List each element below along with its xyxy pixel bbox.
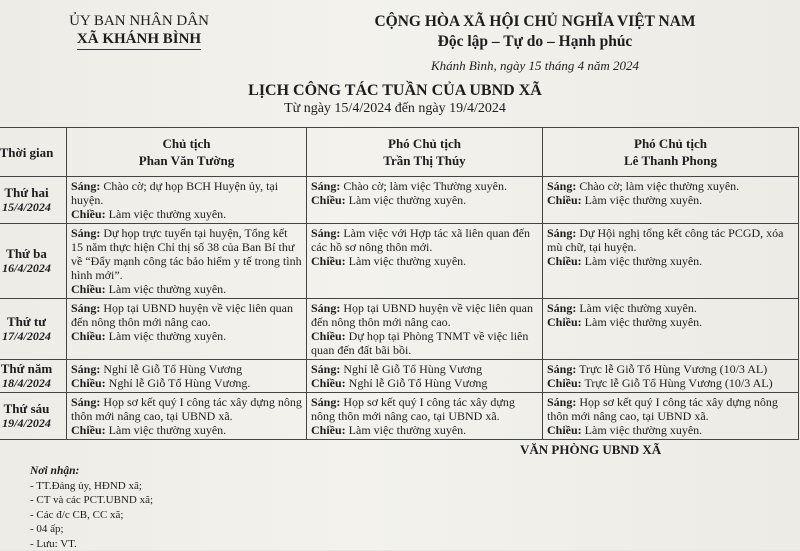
schedule-cell xyxy=(67,393,307,440)
session-label: Chiều: xyxy=(311,193,346,207)
table-row xyxy=(0,224,799,299)
session-label: Chiều: xyxy=(311,376,346,390)
recipient-item: - TT.Đảng ủy, HĐND xã; xyxy=(30,479,153,494)
schedule-cell xyxy=(307,299,543,360)
session-text: Chào cờ; dự họp BCH Huyện ủy, tại huyện. xyxy=(71,179,278,207)
afternoon-entry xyxy=(547,315,794,329)
session-label: Sáng: xyxy=(71,301,100,315)
schedule-cell xyxy=(67,299,307,360)
session-label: Sáng: xyxy=(311,301,340,315)
session-text: Làm việc thường xuyên. xyxy=(582,423,703,437)
table-row xyxy=(0,393,799,440)
schedule-cell xyxy=(543,177,799,224)
morning-entry xyxy=(311,179,538,193)
day-date: 19/4/2024 xyxy=(0,416,62,430)
table-row xyxy=(0,177,799,224)
afternoon-entry xyxy=(311,329,538,357)
session-text: Trực lễ Giỗ Tổ Hùng Vương (10/3 AL) xyxy=(576,362,767,376)
schedule-cell xyxy=(307,393,543,440)
session-text: Chào cờ; làm việc Thường xuyên. xyxy=(340,179,507,193)
morning-entry xyxy=(547,362,794,376)
session-label: Sáng: xyxy=(547,395,576,409)
col-person: Lê Thanh Phong xyxy=(547,152,794,169)
session-text: Họp sơ kết quý I công tác xây dựng nông thôn mới nâng cao, tại UBND xã. xyxy=(547,395,778,423)
session-text: Dự họp tại Phòng TNMT về việc liên quan đến đất bãi bồi. xyxy=(311,329,528,357)
morning-entry xyxy=(311,362,538,376)
day-name: Thứ hai xyxy=(0,186,62,200)
session-text: Làm việc với Hợp tác xã liên quan đến các hồ sơ nông thôn mới. xyxy=(311,226,530,254)
recipients-block xyxy=(30,464,153,551)
day-date: 16/4/2024 xyxy=(0,261,62,275)
day-name: Thứ tư xyxy=(0,315,62,329)
schedule-cell xyxy=(543,299,799,360)
session-label: Sáng: xyxy=(311,395,340,409)
session-text: Làm việc thường xuyên. xyxy=(106,207,227,221)
morning-entry xyxy=(71,179,302,207)
morning-entry xyxy=(311,226,538,254)
recipients-heading: Nơi nhận: xyxy=(30,464,153,479)
session-label: Sáng: xyxy=(71,395,100,409)
session-label: Sáng: xyxy=(547,362,576,376)
session-label: Chiều: xyxy=(547,376,582,390)
day-date: 15/4/2024 xyxy=(0,200,62,214)
morning-entry xyxy=(311,395,538,423)
col-role: Phó Chủ tịch xyxy=(547,135,794,152)
session-text: Làm việc thường xuyên. xyxy=(346,423,467,437)
morning-entry xyxy=(71,395,302,423)
morning-entry xyxy=(71,226,302,282)
schedule-cell xyxy=(307,360,543,393)
authority-name: ỦY BAN NHÂN DÂN xyxy=(44,12,234,30)
schedule-cell xyxy=(543,224,799,299)
table-row xyxy=(0,299,799,360)
schedule-cell xyxy=(67,360,307,393)
session-label: Sáng: xyxy=(71,179,100,193)
day-name: Thứ ba xyxy=(0,247,62,261)
recipient-item: - Lưu: VT. xyxy=(30,537,153,551)
recipient-item: - 04 ấp; xyxy=(30,522,153,537)
recipient-item: - CT và các PCT.UBND xã; xyxy=(30,493,153,508)
morning-entry xyxy=(547,395,794,423)
session-label: Chiều: xyxy=(547,315,582,329)
schedule-cell xyxy=(307,177,543,224)
col-header-vice-chair-1 xyxy=(307,128,543,177)
session-text: Dự họp trực tuyến tại huyện, Tổng kết 15 năm thực hiện Chỉ thị số 38 của Ban Bí thư về “Đẩy mạnh công tác bảo hiểm y tế trong tình hình mới”. xyxy=(71,226,302,282)
col-role: Phó Chủ tịch xyxy=(311,135,538,152)
session-text: Làm việc thường xuyên. xyxy=(346,254,467,268)
session-label: Sáng: xyxy=(311,362,340,376)
issue-date: Khánh Bình, ngày 15 tháng 4 năm 2024 xyxy=(360,56,710,76)
morning-entry xyxy=(71,362,302,376)
morning-entry xyxy=(547,226,794,254)
session-text: Họp tại UBND huyện về việc liên quan đến nông thôn mới nâng cao. xyxy=(71,301,293,329)
session-text: Làm việc thường xuyên. xyxy=(576,301,697,315)
document-title: LỊCH CÔNG TÁC TUẦN CỦA UBND XÃ xyxy=(200,82,590,100)
session-text: Nghỉ lễ Giỗ Tổ Hùng Vương xyxy=(340,362,482,376)
day-name: Thứ sáu xyxy=(0,402,62,416)
table-row xyxy=(0,360,799,393)
day-date: 17/4/2024 xyxy=(0,329,62,343)
session-label: Sáng: xyxy=(547,226,576,240)
recipient-item: - Các đ/c CB, CC xã; xyxy=(30,508,153,523)
afternoon-entry xyxy=(71,207,302,221)
session-label: Chiều: xyxy=(547,254,582,268)
session-label: Chiều: xyxy=(71,376,106,390)
session-label: Chiều: xyxy=(547,193,582,207)
session-text: Làm việc thường xuyên. xyxy=(106,282,227,296)
afternoon-entry xyxy=(547,254,794,268)
schedule-cell xyxy=(543,360,799,393)
session-label: Sáng: xyxy=(311,179,340,193)
afternoon-entry xyxy=(311,376,538,390)
session-label: Sáng: xyxy=(71,226,100,240)
session-text: Họp sơ kết quý I công tác xây dựng nông thôn mới nâng cao, tại UBND xã. xyxy=(311,395,515,423)
document-subtitle: Từ ngày 15/4/2024 đến ngày 19/4/2024 xyxy=(200,101,590,117)
session-text: Nghỉ lễ Giỗ Tổ Hùng Vương. xyxy=(106,376,251,390)
session-text: Họp tại UBND huyện về việc liên quan đến nông thôn mới nâng cao. xyxy=(311,301,533,329)
afternoon-entry xyxy=(71,329,302,343)
afternoon-entry xyxy=(71,282,302,296)
col-person: Trần Thị Thúy xyxy=(311,152,538,169)
session-label: Sáng: xyxy=(71,362,100,376)
schedule-cell xyxy=(67,224,307,299)
session-label: Chiều: xyxy=(71,207,106,221)
col-header-time: Thời gian xyxy=(0,128,67,177)
day-name: Thứ năm xyxy=(0,362,62,376)
session-text: Họp sơ kết quý I công tác xây dựng nông thôn mới nâng cao, tại UBND xã. xyxy=(71,395,302,423)
session-label: Chiều: xyxy=(71,423,106,437)
session-label: Chiều: xyxy=(547,423,582,437)
col-role: Chủ tịch xyxy=(71,135,302,152)
day-cell xyxy=(0,360,67,393)
schedule-body xyxy=(0,177,799,440)
session-label: Sáng: xyxy=(547,179,576,193)
session-text: Trực lễ Giỗ Tổ Hùng Vương (10/3 AL) xyxy=(582,376,773,390)
col-person: Phan Văn Tường xyxy=(71,152,302,169)
session-text: Làm việc thường xuyên. xyxy=(582,254,703,268)
morning-entry xyxy=(311,301,538,329)
afternoon-entry xyxy=(71,423,302,437)
schedule-cell xyxy=(307,224,543,299)
col-header-chairman xyxy=(67,128,307,177)
day-cell xyxy=(0,393,67,440)
session-text: Nghỉ lễ Giỗ Tổ Hùng Vương xyxy=(346,376,488,390)
issuing-authority xyxy=(44,12,234,50)
table-header-row xyxy=(0,128,799,177)
session-text: Làm việc thường xuyên. xyxy=(106,423,227,437)
unit-name: XÃ KHÁNH BÌNH xyxy=(77,30,201,50)
afternoon-entry xyxy=(311,193,538,207)
day-cell xyxy=(0,299,67,360)
national-header xyxy=(360,12,710,76)
afternoon-entry xyxy=(547,376,794,390)
day-cell xyxy=(0,177,67,224)
session-label: Sáng: xyxy=(311,226,340,240)
session-label: Chiều: xyxy=(311,329,346,343)
session-text: Làm việc thường xuyên. xyxy=(346,193,467,207)
session-text: Chào cờ; làm việc thường xuyên. xyxy=(576,179,739,193)
afternoon-entry xyxy=(311,254,538,268)
morning-entry xyxy=(547,179,794,193)
afternoon-entry xyxy=(547,193,794,207)
session-label: Sáng: xyxy=(547,301,576,315)
session-text: Dự Hội nghị tổng kết công tác PCGD, xóa mù chữ, tại huyện. xyxy=(547,226,784,254)
session-label: Chiều: xyxy=(311,254,346,268)
office-signature: VĂN PHÒNG UBND XÃ xyxy=(520,442,661,458)
session-text: Làm việc thường xuyên. xyxy=(106,329,227,343)
session-text: Làm việc thường xuyên. xyxy=(582,193,703,207)
day-date: 18/4/2024 xyxy=(0,376,62,390)
morning-entry xyxy=(547,301,794,315)
schedule-cell xyxy=(67,177,307,224)
afternoon-entry xyxy=(71,376,302,390)
nation-title: CỘNG HÒA XÃ HỘI CHỦ NGHĨA VIỆT NAM xyxy=(360,12,710,32)
afternoon-entry xyxy=(311,423,538,437)
afternoon-entry xyxy=(547,423,794,437)
day-cell xyxy=(0,224,67,299)
schedule-cell xyxy=(543,393,799,440)
session-text: Nghỉ lễ Giỗ Tổ Hùng Vương xyxy=(100,362,242,376)
motto: Độc lập – Tự do – Hạnh phúc xyxy=(360,32,710,52)
session-label: Chiều: xyxy=(311,423,346,437)
morning-entry xyxy=(71,301,302,329)
schedule-table xyxy=(0,127,799,440)
session-text: Làm việc thường xuyên. xyxy=(582,315,703,329)
session-label: Chiều: xyxy=(71,329,106,343)
session-label: Chiều: xyxy=(71,282,106,296)
col-header-vice-chair-2 xyxy=(543,128,799,177)
